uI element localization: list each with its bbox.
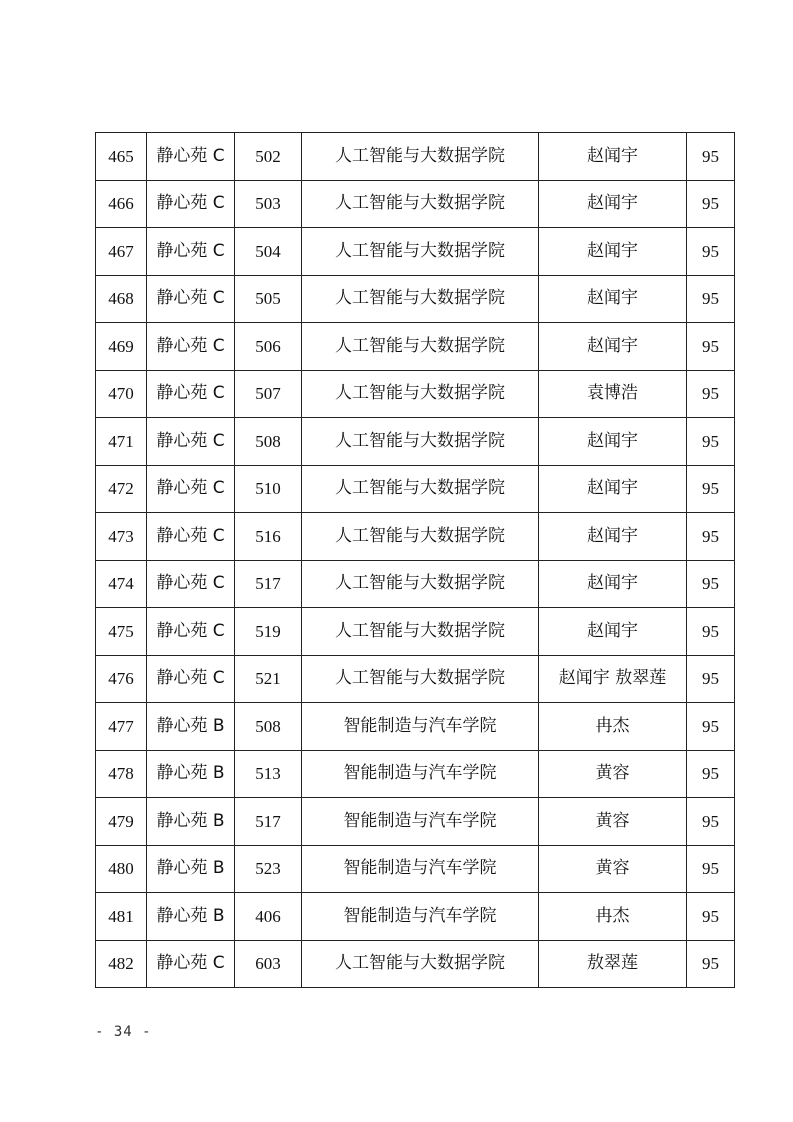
table-row xyxy=(96,560,735,608)
building-cell: 静心苑 C xyxy=(147,180,235,228)
college-cell: 人工智能与大数据学院 xyxy=(302,275,539,323)
score-cell: 95 xyxy=(687,133,735,181)
person-in-charge-cell: 赵闻宇 xyxy=(539,275,687,323)
college-cell: 人工智能与大数据学院 xyxy=(302,608,539,656)
person-in-charge-cell: 赵闻宇 xyxy=(539,228,687,276)
room-number-cell: 508 xyxy=(235,418,302,466)
person-in-charge-cell: 赵闻宇 xyxy=(539,180,687,228)
row-number-cell: 482 xyxy=(96,940,147,988)
table-row xyxy=(96,608,735,656)
person-in-charge-cell: 黄容 xyxy=(539,845,687,893)
room-number-cell: 503 xyxy=(235,180,302,228)
row-number-cell: 468 xyxy=(96,275,147,323)
building-cell: 静心苑 C xyxy=(147,418,235,466)
college-cell: 智能制造与汽车学院 xyxy=(302,845,539,893)
table-row xyxy=(96,798,735,846)
person-in-charge-cell: 赵闻宇 xyxy=(539,465,687,513)
person-in-charge-cell: 黄容 xyxy=(539,750,687,798)
score-cell: 95 xyxy=(687,655,735,703)
table-row xyxy=(96,940,735,988)
room-number-cell: 502 xyxy=(235,133,302,181)
table-row xyxy=(96,513,735,561)
row-number-cell: 473 xyxy=(96,513,147,561)
row-number-cell: 478 xyxy=(96,750,147,798)
room-number-cell: 523 xyxy=(235,845,302,893)
building-cell: 静心苑 B xyxy=(147,893,235,941)
college-cell: 人工智能与大数据学院 xyxy=(302,655,539,703)
score-cell: 95 xyxy=(687,845,735,893)
row-number-cell: 471 xyxy=(96,418,147,466)
room-number-cell: 505 xyxy=(235,275,302,323)
score-cell: 95 xyxy=(687,228,735,276)
row-number-cell: 474 xyxy=(96,560,147,608)
table-row xyxy=(96,275,735,323)
room-number-cell: 504 xyxy=(235,228,302,276)
building-cell: 静心苑 B xyxy=(147,798,235,846)
person-in-charge-cell: 赵闻宇 xyxy=(539,133,687,181)
room-number-cell: 516 xyxy=(235,513,302,561)
row-number-cell: 479 xyxy=(96,798,147,846)
building-cell: 静心苑 C xyxy=(147,513,235,561)
row-number-cell: 466 xyxy=(96,180,147,228)
college-cell: 智能制造与汽车学院 xyxy=(302,750,539,798)
table-row xyxy=(96,845,735,893)
person-in-charge-cell: 赵闻宇 敖翠莲 xyxy=(539,655,687,703)
dormitory-score-table xyxy=(95,132,735,988)
building-cell: 静心苑 C xyxy=(147,655,235,703)
college-cell: 智能制造与汽车学院 xyxy=(302,893,539,941)
building-cell: 静心苑 B xyxy=(147,703,235,751)
building-cell: 静心苑 C xyxy=(147,940,235,988)
table-row xyxy=(96,323,735,371)
building-cell: 静心苑 C xyxy=(147,560,235,608)
score-cell: 95 xyxy=(687,180,735,228)
row-number-cell: 475 xyxy=(96,608,147,656)
person-in-charge-cell: 敖翠莲 xyxy=(539,940,687,988)
room-number-cell: 508 xyxy=(235,703,302,751)
row-number-cell: 481 xyxy=(96,893,147,941)
room-number-cell: 521 xyxy=(235,655,302,703)
college-cell: 人工智能与大数据学院 xyxy=(302,323,539,371)
college-cell: 人工智能与大数据学院 xyxy=(302,418,539,466)
table-row xyxy=(96,465,735,513)
room-number-cell: 517 xyxy=(235,798,302,846)
building-cell: 静心苑 C xyxy=(147,228,235,276)
college-cell: 人工智能与大数据学院 xyxy=(302,465,539,513)
table-row xyxy=(96,133,735,181)
college-cell: 人工智能与大数据学院 xyxy=(302,228,539,276)
person-in-charge-cell: 赵闻宇 xyxy=(539,513,687,561)
room-number-cell: 517 xyxy=(235,560,302,608)
score-cell: 95 xyxy=(687,275,735,323)
college-cell: 人工智能与大数据学院 xyxy=(302,940,539,988)
college-cell: 人工智能与大数据学院 xyxy=(302,370,539,418)
room-number-cell: 406 xyxy=(235,893,302,941)
table-row xyxy=(96,228,735,276)
building-cell: 静心苑 B xyxy=(147,750,235,798)
building-cell: 静心苑 C xyxy=(147,275,235,323)
person-in-charge-cell: 赵闻宇 xyxy=(539,323,687,371)
person-in-charge-cell: 袁博浩 xyxy=(539,370,687,418)
room-number-cell: 510 xyxy=(235,465,302,513)
room-number-cell: 603 xyxy=(235,940,302,988)
score-cell: 95 xyxy=(687,323,735,371)
score-cell: 95 xyxy=(687,940,735,988)
room-number-cell: 513 xyxy=(235,750,302,798)
row-number-cell: 476 xyxy=(96,655,147,703)
score-cell: 95 xyxy=(687,560,735,608)
table-row xyxy=(96,418,735,466)
page-number: - 34 - xyxy=(95,1024,152,1040)
score-cell: 95 xyxy=(687,893,735,941)
person-in-charge-cell: 冉杰 xyxy=(539,893,687,941)
row-number-cell: 480 xyxy=(96,845,147,893)
college-cell: 人工智能与大数据学院 xyxy=(302,560,539,608)
row-number-cell: 477 xyxy=(96,703,147,751)
row-number-cell: 469 xyxy=(96,323,147,371)
table-row xyxy=(96,370,735,418)
score-cell: 95 xyxy=(687,513,735,561)
score-cell: 95 xyxy=(687,465,735,513)
college-cell: 人工智能与大数据学院 xyxy=(302,133,539,181)
building-cell: 静心苑 C xyxy=(147,465,235,513)
college-cell: 人工智能与大数据学院 xyxy=(302,513,539,561)
college-cell: 智能制造与汽车学院 xyxy=(302,798,539,846)
row-number-cell: 470 xyxy=(96,370,147,418)
building-cell: 静心苑 C xyxy=(147,133,235,181)
table-body xyxy=(96,133,735,988)
table-row xyxy=(96,750,735,798)
row-number-cell: 472 xyxy=(96,465,147,513)
table-row xyxy=(96,180,735,228)
building-cell: 静心苑 C xyxy=(147,323,235,371)
score-cell: 95 xyxy=(687,798,735,846)
score-cell: 95 xyxy=(687,703,735,751)
room-number-cell: 506 xyxy=(235,323,302,371)
table-row xyxy=(96,655,735,703)
building-cell: 静心苑 B xyxy=(147,845,235,893)
table-row xyxy=(96,893,735,941)
score-cell: 95 xyxy=(687,608,735,656)
building-cell: 静心苑 C xyxy=(147,370,235,418)
table-row xyxy=(96,703,735,751)
college-cell: 人工智能与大数据学院 xyxy=(302,180,539,228)
person-in-charge-cell: 赵闻宇 xyxy=(539,560,687,608)
row-number-cell: 467 xyxy=(96,228,147,276)
building-cell: 静心苑 C xyxy=(147,608,235,656)
person-in-charge-cell: 黄容 xyxy=(539,798,687,846)
person-in-charge-cell: 赵闻宇 xyxy=(539,608,687,656)
person-in-charge-cell: 冉杰 xyxy=(539,703,687,751)
college-cell: 智能制造与汽车学院 xyxy=(302,703,539,751)
score-cell: 95 xyxy=(687,370,735,418)
row-number-cell: 465 xyxy=(96,133,147,181)
person-in-charge-cell: 赵闻宇 xyxy=(539,418,687,466)
room-number-cell: 507 xyxy=(235,370,302,418)
room-number-cell: 519 xyxy=(235,608,302,656)
score-cell: 95 xyxy=(687,750,735,798)
score-cell: 95 xyxy=(687,418,735,466)
